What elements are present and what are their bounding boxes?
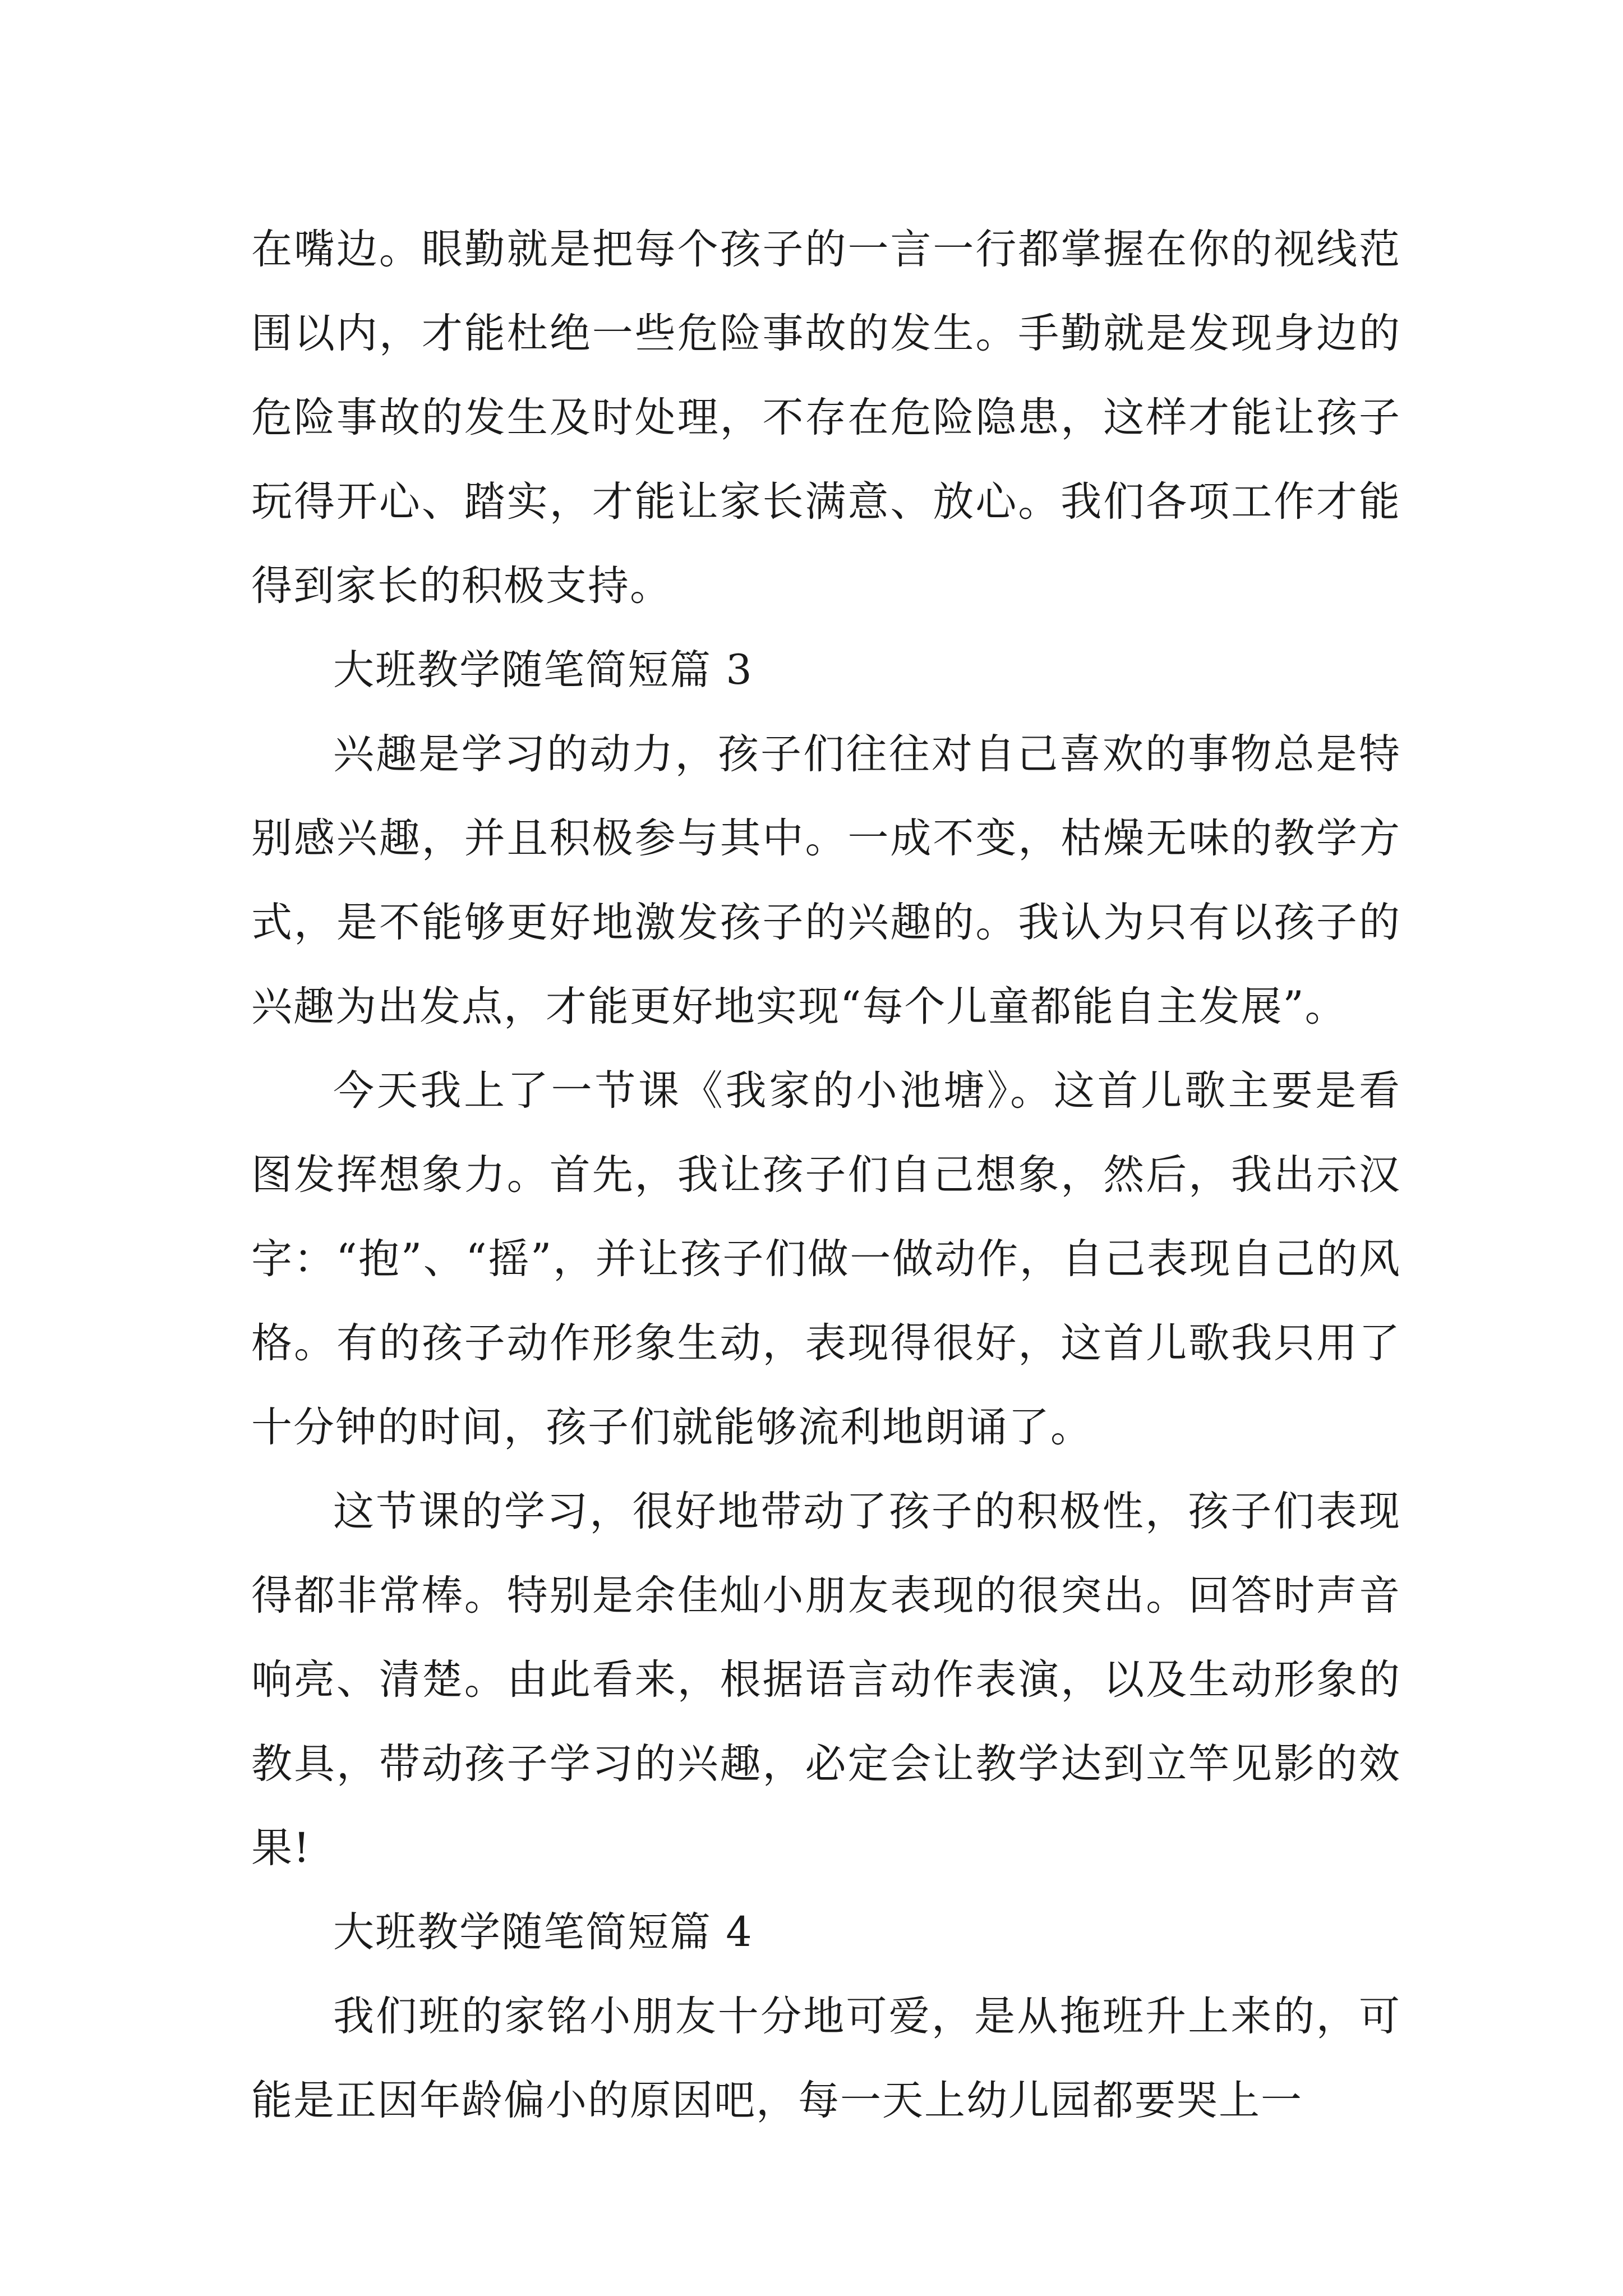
body-paragraph: 今天我上了一节课《我家的小池塘》。这首儿歌主要是看图发挥想象力。首先，我让孩子们自己想象，然后，我出示汉字：“抱”、“摇”，并让孩子们做一做动作，自己表现自己的风格。有的孩子动作形象生动，表现得很好，这首儿歌我只用了十分钟的时间，孩子们就能够流利地朗诵了。 [251,1067,1401,1451]
body-paragraph: 在嘴边。眼勤就是把每个孩子的一言一行都掌握在你的视线范围以内，才能杜绝一些危险事故的发生。手勤就是发现身边的危险事故的发生及时处理，不存在危险隐患，这样才能让孩子玩得开心、踏实，才能让家长满意、放心。我们各项工作才能得到家长的积极支持。 [251,226,1401,610]
section-heading: 大班教学随笔简短篇 4 [333,1908,753,1956]
body-paragraph: 我们班的家铭小朋友十分地可爱，是从拖班升上来的，可能是正因年龄偏小的原因吧，每一天上幼儿园都要哭上一 [251,1993,1401,2124]
document-body [251,208,1401,2143]
body-paragraph: 兴趣是学习的动力，孩子们往往对自己喜欢的事物总是特别感兴趣，并且积极参与其中。一成不变，枯燥无味的教学方式，是不能够更好地激发孩子的兴趣的。我认为只有以孩子的兴趣为出发点，才能更好地实现“每个儿童都能自主发展”。 [251,730,1401,1030]
body-paragraph: 这节课的学习，很好地带动了孩子的积极性，孩子们表现得都非常棒。特别是余佳灿小朋友表现的很突出。回答时声音响亮、清楚。由此看来，根据语言动作表演，以及生动形象的教具，带动孩子学习的兴趣，必定会让教学达到立竿见影的效果! [251,1488,1401,1872]
section-heading: 大班教学随笔简短篇 3 [333,646,753,694]
